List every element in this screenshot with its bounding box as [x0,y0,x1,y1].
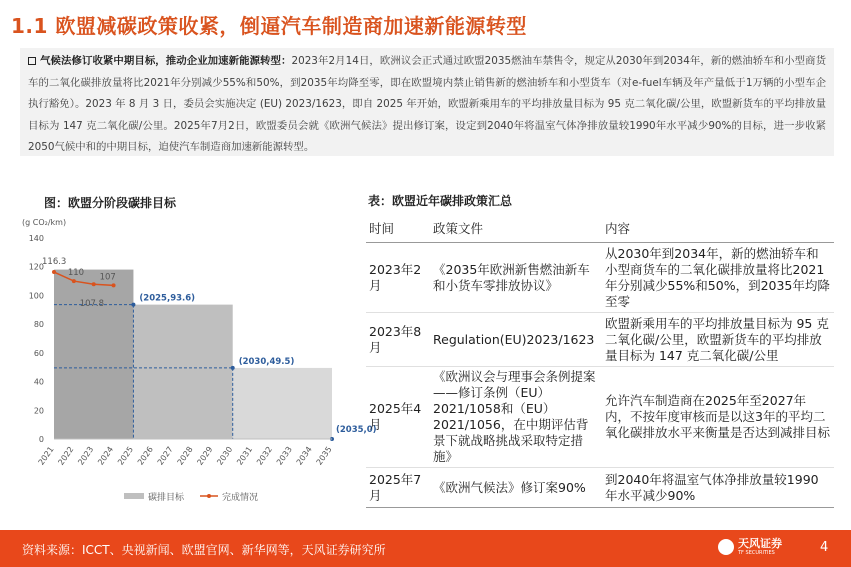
legend-marker-actual [207,494,211,498]
y-axis-label: (g CO₂/km) [22,218,67,227]
cell-content: 欧盟新乘用车的平均排放量目标为 95 克二氧化碳/公里，欧盟新货车的平均排放量目标为 147 克二氧化碳/公里 [602,313,834,367]
table-row [366,243,834,313]
y-tick-label: 100 [28,291,44,301]
table-title: 表：欧盟近年碳排政策汇总 [368,194,513,208]
actual-point [92,282,96,286]
page-title: 1.1 欧盟减碳政策收紧，倒逼汽车制造商加速新能源转型 [11,14,527,38]
x-tick-label: 2028 [175,444,195,467]
footer-bar [0,530,851,567]
target-step-bar [54,270,133,439]
figure-title: 图：欧盟分阶段碳排目标 [44,196,177,210]
x-tick-label: 2035 [314,444,334,467]
y-tick-label: 60 [33,348,44,358]
y-tick-label: 140 [28,234,44,243]
x-tick-label: 2027 [155,444,175,467]
y-tick-label: 0 [38,435,44,444]
table-row [366,367,834,468]
target-step-bar [133,305,232,439]
data-label: 116.3 [42,257,67,268]
summary-paragraph [20,48,834,159]
x-tick-label: 2026 [135,444,155,467]
x-tick-label: 2029 [195,444,215,467]
cell-time: 2023年2月 [366,243,430,313]
cell-time: 2023年8月 [366,313,430,367]
x-tick-label: 2021 [36,444,56,467]
cell-time: 2025年4月 [366,367,430,468]
data-label: (2030,49.5) [238,356,295,367]
legend-label-target: 碳排目标 [148,493,185,503]
x-tick-label: 2024 [96,444,116,467]
cell-doc: 《欧洲议会与理事会条例提案——修订条例（EU）2021/1058和（EU）2021/1056，在中期评估背景下就战略挑战采取特定措施》 [430,367,602,468]
data-label: 107 [99,272,116,283]
cell-doc: 《欧洲气候法》修订案90% [430,468,602,508]
legend-label-actual: 完成情况 [222,493,259,503]
logo-mark-icon [718,539,734,555]
y-tick-label: 80 [33,320,44,330]
summary-body: 2023年2月14日，欧洲议会正式通过欧盟2035燃油车禁售令，规定从2030年到2034年，新的燃油轿车和小型商货车的二氧化碳排放量将比2021年分别减少55%和50%，到2035年均降至零，即在欧盟境内禁止销售新的燃油轿车和小型货车（对e-fuel车辆及年产量低于1万辆的小型车企执行豁免）。2023 年 8 月 3 日，委员会实施决定 (EU) 2023/1623，即自 2025 年开始，欧盟新乘用车的平均排放量目标为 95 克二氧化碳/公里，欧盟新货车的平均排放量目标为 147 克二氧化碳/公里。2025年7月2日，欧盟委员会就《欧洲气候法》提出修订案，设定到2040年将温室气体净排放量较1990年水平减少90%的目标，进一步收紧2050气候中和的中期目标，迫使汽车制造商加速新能源转型。 [28,55,826,154]
summary-box [20,48,834,156]
x-axis-ticks [37,445,334,467]
cell-content: 允许汽车制造商在2025年至2027年内，不按年度审核而是以这3年的平均二氧化碳排放水平来衡量是否达到减排目标 [602,367,834,468]
x-tick-label: 2022 [56,444,76,467]
cell-content: 从2030年到2034年，新的燃油轿车和小型商货车的二氧化碳排放量将比2021年分别减少55%和50%，到2035年均降至零 [602,243,834,313]
x-tick-label: 2025 [116,444,136,467]
y-tick-label: 20 [33,406,44,416]
actual-point [72,279,76,283]
table-row [366,313,834,367]
x-tick-label: 2031 [235,444,255,467]
cell-time: 2025年7月 [366,468,430,508]
data-label: (2035,0) [336,425,377,435]
cell-content: 到2040年将温室气体净排放量较1990年水平减少90% [602,468,834,508]
checkbox-bullet-icon [28,57,36,65]
logo-text: 天风证券 [738,537,782,550]
chart-legend [124,491,258,503]
header-time: 时间 [366,214,430,243]
actual-point [112,283,116,287]
y-tick-label: 40 [33,377,44,387]
cell-doc: 《2035年欧洲新售燃油新车和小货车零排放协议》 [430,243,602,313]
source-note: 资料来源：ICCT、央视新闻、欧盟官网、新华网等，天风证券研究所 [22,543,386,557]
y-tick-label: 120 [28,262,44,272]
header-doc: 政策文件 [430,214,602,243]
x-tick-label: 2033 [274,444,294,467]
page-number: 4 [820,540,829,555]
table-header-row [366,214,834,243]
logo-subtext: TF SECURITIES [738,550,775,556]
target-point [131,303,135,307]
policy-table [366,214,834,508]
brand-logo [718,538,782,556]
data-label: (2025,93.6) [139,293,196,304]
target-point [231,366,235,370]
cell-doc: Regulation(EU)2023/1623 [430,313,602,367]
header-content: 内容 [602,214,834,243]
x-tick-label: 2032 [255,444,275,467]
emission-target-chart [14,210,377,510]
x-tick-label: 2034 [294,444,314,467]
x-tick-label: 2030 [215,444,235,467]
table-row [366,468,834,508]
legend-swatch-target [124,493,144,499]
x-tick-label: 2023 [76,444,96,467]
actual-point [52,270,56,274]
data-label: 107.8 [79,299,105,310]
summary-lead: 气候法修订收紧中期目标，推动企业加速新能源转型： [40,55,292,67]
target-step-bar [233,368,332,439]
data-label: 110 [67,268,85,279]
